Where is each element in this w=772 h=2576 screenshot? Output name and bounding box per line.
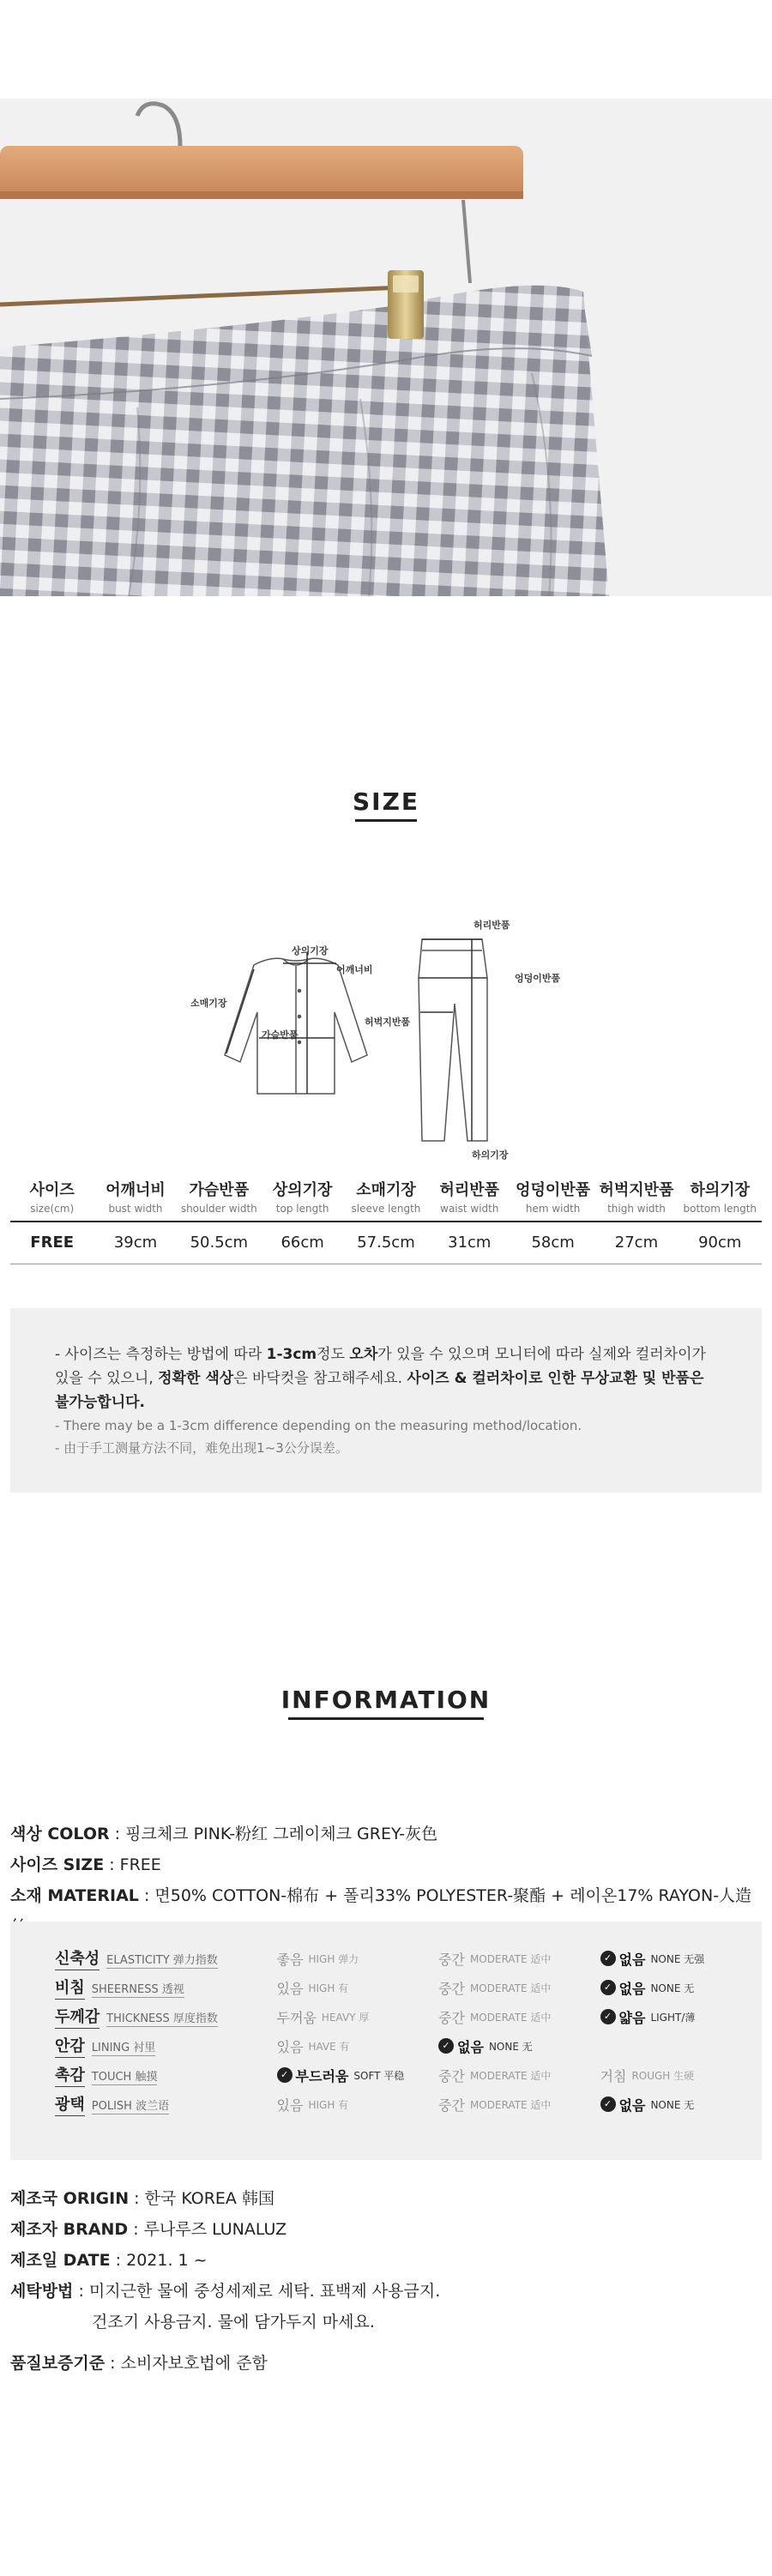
col-subheader: shoulder width bbox=[180, 1203, 257, 1215]
col-subheader: bust width bbox=[108, 1203, 163, 1215]
property-option: 있음 HIGH 有 bbox=[276, 2096, 349, 2114]
information-section-title: INFORMATION bbox=[0, 1686, 772, 1720]
table-cell: 58cm bbox=[531, 1234, 575, 1252]
quality-line: 품질보증기준 : 소비자보호법에 준함 bbox=[10, 2354, 268, 2373]
title-underline bbox=[288, 1717, 484, 1720]
table-cell: 31cm bbox=[448, 1234, 492, 1252]
table-header-en bbox=[10, 1202, 762, 1221]
label-shoulder: 어깨너비 bbox=[336, 964, 373, 975]
label-waist: 허리반품 bbox=[473, 920, 510, 931]
property-option: 좋음 HIGH 弹力 bbox=[276, 1951, 359, 1968]
table-cell: 39cm bbox=[113, 1234, 158, 1252]
property-name-en: POLISH 波兰语 bbox=[92, 2096, 169, 2114]
property-option: 중간 MODERATE 适中 bbox=[438, 1980, 552, 1997]
check-icon: ✓ bbox=[600, 1951, 616, 1966]
col-subheader: hem width bbox=[525, 1203, 581, 1215]
col-header: 허벅지반품 bbox=[599, 1181, 674, 1199]
size-notice-box bbox=[10, 1308, 762, 1493]
table-cell: 57.5cm bbox=[357, 1234, 415, 1252]
material-line: 소재 MATERIAL : 면50% COTTON-棉布 + 폴리33% POLYESTER-聚酯 + 레이온17% RAYON-人造 bbox=[10, 1886, 752, 1905]
col-header: 소매기장 bbox=[356, 1181, 416, 1199]
col-header: 허리반품 bbox=[439, 1181, 500, 1199]
property-row-touch bbox=[55, 2060, 762, 2090]
size-diagram bbox=[172, 909, 600, 1167]
label-sleeve: 소매기장 bbox=[190, 998, 227, 1009]
col-header: 사이즈 bbox=[29, 1181, 75, 1199]
material-properties-box bbox=[10, 1921, 762, 2160]
col-subheader: top length bbox=[275, 1203, 329, 1215]
col-subheader: thigh width bbox=[607, 1203, 666, 1215]
check-icon: ✓ bbox=[600, 2009, 616, 2024]
col-header: 엉덩이반품 bbox=[516, 1181, 591, 1199]
size-table bbox=[10, 1179, 762, 1264]
notice-english: - There may be a 1-3cm difference depending on the measuring method/location. bbox=[55, 1418, 582, 1433]
col-subheader: waist width bbox=[440, 1203, 499, 1215]
property-name-en: SHEERNESS 透视 bbox=[92, 1980, 184, 1998]
wash-line-2: 건조기 사용금지. 물에 담가두지 마세요. bbox=[92, 2313, 375, 2332]
table-cell: 27cm bbox=[614, 1234, 659, 1252]
product-photo bbox=[0, 99, 772, 596]
col-subheader: size(cm) bbox=[30, 1203, 75, 1215]
table-row bbox=[10, 1222, 762, 1264]
product-details bbox=[10, 2183, 762, 2379]
table-cell: 50.5cm bbox=[190, 1234, 249, 1252]
col-header: 어깨너비 bbox=[106, 1181, 166, 1199]
shirt-outline bbox=[225, 958, 367, 1094]
property-option: 중간 MODERATE 适中 bbox=[438, 2096, 552, 2114]
origin-line: 제조국 ORIGIN : 한국 KOREA 韩国 bbox=[10, 2189, 274, 2208]
property-name: 두께감 bbox=[55, 2005, 100, 2029]
property-option: 있음 HIGH 有 bbox=[276, 1980, 349, 1997]
color-line: 색상 COLOR : 핑크체크 PINK-粉红 그레이체크 GREY-灰色 bbox=[10, 1825, 438, 1843]
property-option-selected: ✓ 없음 NONE 无 bbox=[438, 2036, 600, 2056]
property-row-polish bbox=[55, 2090, 762, 2119]
property-option: 거침 ROUGH 生硬 bbox=[600, 2067, 695, 2084]
property-name: 촉감 bbox=[55, 2063, 85, 2087]
property-name: 안감 bbox=[55, 2034, 85, 2058]
property-option: 있음 HAVE 有 bbox=[276, 2038, 350, 2055]
property-name-en: TOUCH 触摸 bbox=[92, 2067, 158, 2085]
property-option-selected: ✓ 없음 NONE 无 bbox=[600, 2095, 762, 2114]
size-line: 사이즈 SIZE : FREE bbox=[10, 1855, 161, 1874]
pants-outline bbox=[419, 939, 487, 1141]
check-icon: ✓ bbox=[600, 2096, 616, 2112]
property-option-selected: ✓ 부드러움 SOFT 平稳 bbox=[277, 2066, 438, 2085]
notice-chinese: - 由于手工测量方法不同，难免出现1~3公分误差。 bbox=[55, 1440, 348, 1456]
property-name: 신축성 bbox=[55, 1946, 100, 1970]
table-cell: FREE bbox=[30, 1234, 75, 1252]
property-name: 비침 bbox=[55, 1976, 85, 2000]
col-header: 하의기장 bbox=[690, 1181, 751, 1199]
property-option-selected: ✓ 없음 NONE 无 bbox=[600, 1978, 762, 1998]
col-header: 가슴반품 bbox=[189, 1181, 250, 1199]
table-cell: 66cm bbox=[280, 1234, 324, 1252]
check-icon: ✓ bbox=[438, 2038, 454, 2054]
property-name: 광택 bbox=[55, 2092, 85, 2116]
size-section-title: SIZE bbox=[0, 787, 772, 822]
col-header: 상의기장 bbox=[272, 1181, 333, 1199]
property-option: 두꺼움 HEAVY 厚 bbox=[276, 2009, 370, 2026]
notice-korean: - 사이즈는 측정하는 방법에 따라 1-3cm정도 오차가 있을 수 있으며 모니터에 따라 실제와 컬러차이가 있을 수 있으니, 정확한 색상은 바닥컷을 참고해주세요. 사이즈 & 컬러차이로 인한 무상교환 및 반품은 불가능합니다. bbox=[55, 1346, 706, 1411]
brand-line: 제조자 BRAND : 루나루즈 LUNALUZ bbox=[10, 2220, 287, 2239]
check-icon: ✓ bbox=[277, 2067, 293, 2083]
date-line: 제조일 DATE : 2021. 1 ~ bbox=[10, 2251, 208, 2270]
property-row-thickness bbox=[55, 2002, 762, 2031]
col-subheader: sleeve length bbox=[351, 1203, 421, 1215]
label-bottom-length: 하의기장 bbox=[472, 1149, 509, 1161]
label-bust: 가슴반품 bbox=[262, 1029, 299, 1041]
property-row-sheerness bbox=[55, 1973, 762, 2002]
property-option: 중간 MODERATE 适中 bbox=[438, 1951, 552, 1968]
property-name-en: ELASTICITY 弹力指数 bbox=[106, 1951, 218, 1969]
table-cell: 90cm bbox=[698, 1234, 742, 1252]
table-header-ko bbox=[10, 1179, 762, 1202]
property-option-selected: ✓ 없음 NONE 无强 bbox=[600, 1949, 762, 1969]
property-name-en: THICKNESS 厚度指数 bbox=[106, 2009, 218, 2027]
property-row-elasticity bbox=[55, 1944, 762, 1973]
label-thigh: 허벅지반품 bbox=[365, 1017, 411, 1028]
wash-line: 세탁방법 : 미지근한 물에 중성세제로 세탁. 표백제 사용금지. bbox=[10, 2282, 441, 2301]
property-option: 중간 MODERATE 适中 bbox=[438, 2009, 552, 2026]
property-row-lining bbox=[55, 2031, 762, 2060]
col-subheader: bottom length bbox=[683, 1203, 757, 1215]
check-icon: ✓ bbox=[600, 1980, 616, 1995]
title-underline bbox=[355, 819, 417, 822]
label-hip: 엉덩이반품 bbox=[515, 973, 561, 984]
label-top-length: 상의기장 bbox=[292, 945, 329, 956]
property-option-selected: ✓ 얇음 LIGHT/薄 bbox=[600, 2007, 762, 2027]
property-name-en: LINING 衬里 bbox=[92, 2038, 156, 2056]
property-option: 중간 MODERATE 适中 bbox=[438, 2067, 552, 2084]
